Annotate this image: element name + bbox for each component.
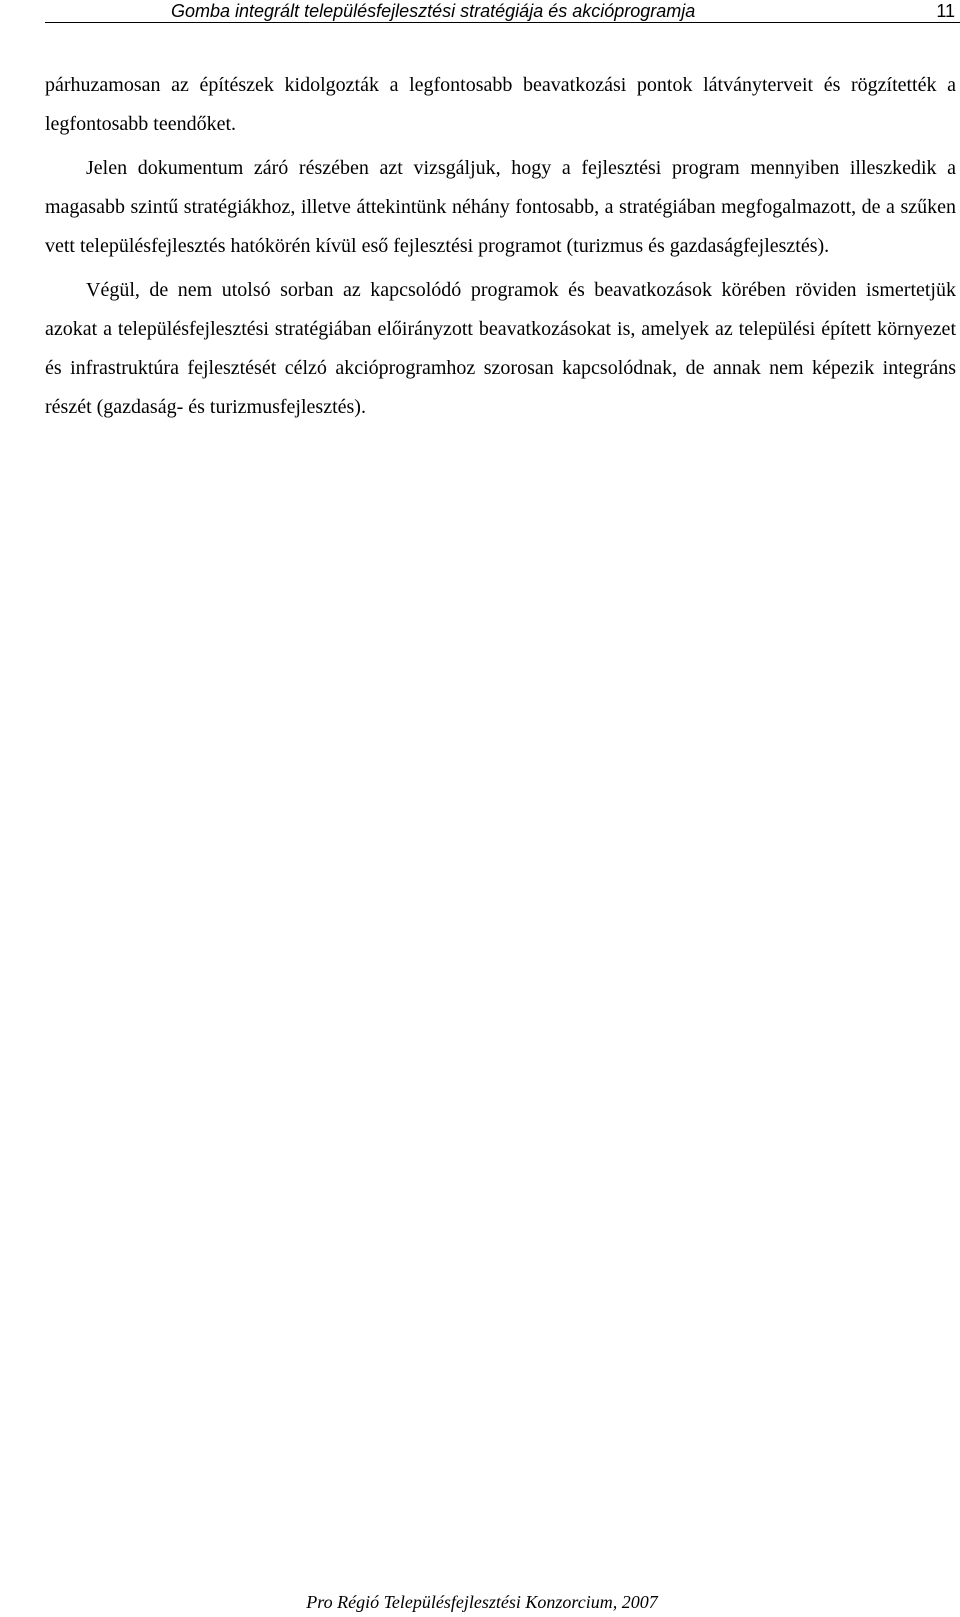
document-title: Gomba integrált településfejlesztési stratégiája és akcióprogramja [171, 1, 696, 21]
footer-text: Pro Régió Településfejlesztési Konzorcium, 2007 [306, 1592, 658, 1612]
paragraph-document-scope: Jelen dokumentum záró részében azt vizsgáljuk, hogy a fejlesztési program mennyiben illeszkedik a magasabb szintű stratégiákhoz, illetve áttekintünk néhány fontosabb, a stratégiában megfogalmazott, de a szűken vett településfejlesztés hatókörén kívül eső fejlesztési programot (turizmus és gazdaságfejlesztés). [45, 157, 956, 257]
body-text [45, 66, 956, 432]
paragraph-related-programs: Végül, de nem utolsó sorban az kapcsolódó programok és beavatkozások körében röviden ismertetjük azokat a településfejlesztési stratégiában előirányzott beavatkozásokat is, amelyek az települési épített környezet és infrastruktúra fejlesztését célzó akcióprogramhoz szorosan kapcsolódnak, de annak nem képezik integráns részét (gazdaság- és turizmusfejlesztés). [45, 279, 956, 418]
page-footer [0, 1592, 960, 1613]
paragraph-continuation: párhuzamosan az építészek kidolgozták a legfontosabb beavatkozási pontok látványterveit és rögzítették a legfontosabb teendőket. [45, 74, 956, 135]
page-number: 11 [936, 1, 955, 21]
page-header [45, 0, 960, 23]
